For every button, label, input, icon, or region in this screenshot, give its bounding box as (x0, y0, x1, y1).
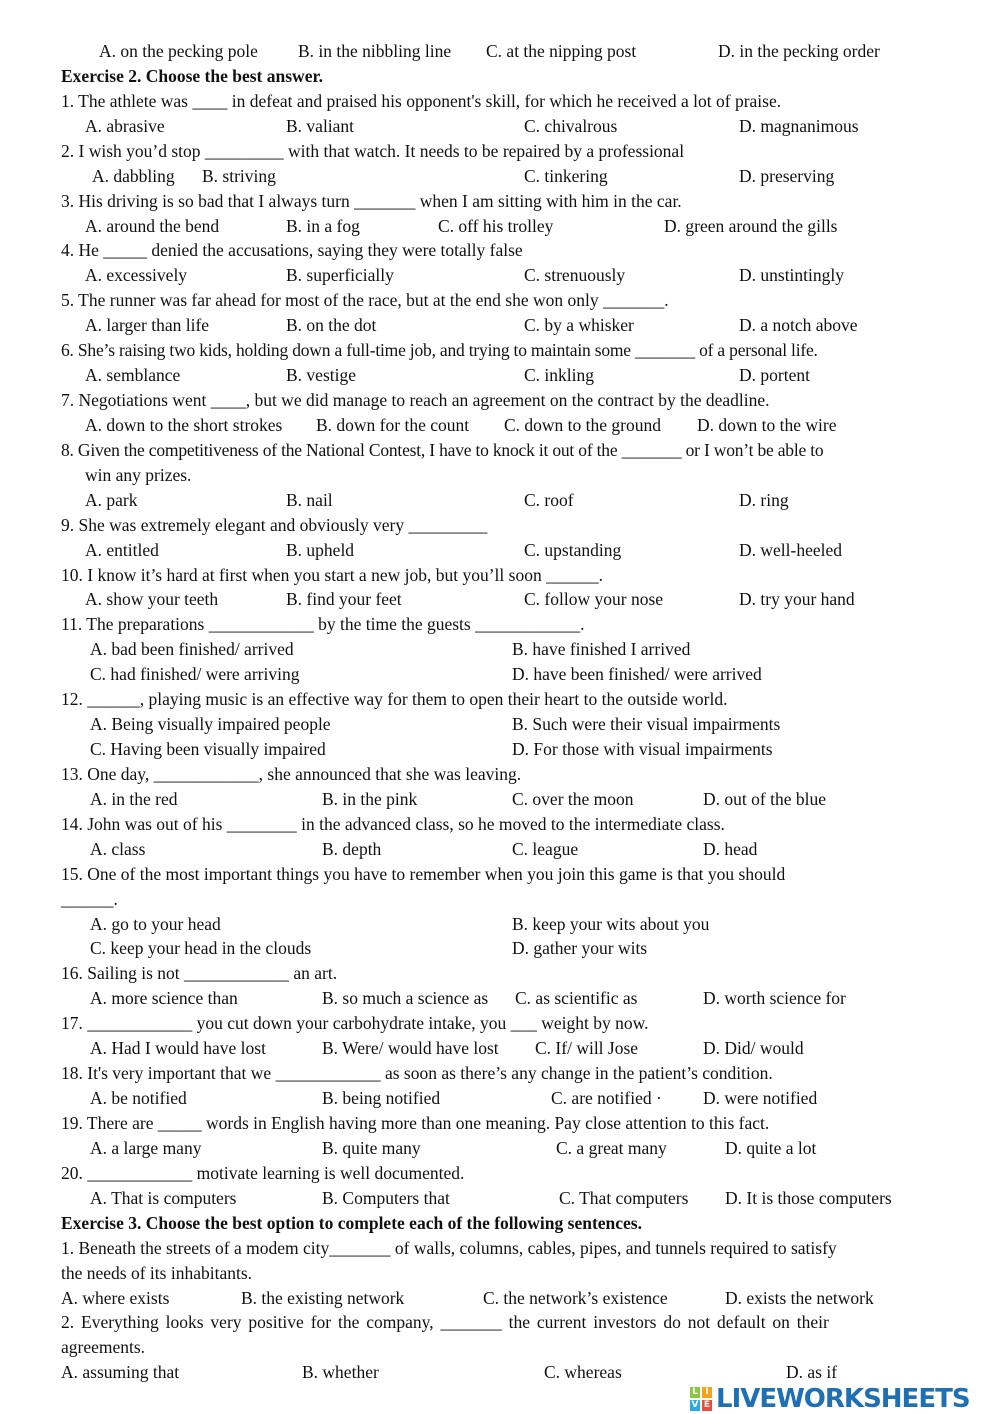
option[interactable]: C. a great many (556, 1137, 667, 1158)
option[interactable]: D. exists the network (725, 1287, 874, 1308)
question-17-options (0, 1036, 1000, 1060)
question-13 (0, 762, 1000, 786)
question-15-options (0, 936, 1000, 960)
section-heading: Exercise 2. Choose the best answer. (61, 65, 323, 86)
option[interactable]: C. Having been visually impaired (90, 739, 326, 760)
option[interactable]: A. around the bend (85, 215, 220, 236)
option[interactable]: C. roof (524, 489, 574, 510)
option[interactable]: A. abrasive (85, 115, 165, 136)
option[interactable]: B. in the pink (322, 788, 418, 809)
question-text: 15. One of the most important things you have to remember when you join this game is that you should (61, 863, 786, 884)
option[interactable]: B. vestige (286, 365, 356, 386)
option[interactable]: A. in the red (90, 788, 178, 809)
option[interactable]: C. keep your head in the clouds (90, 938, 312, 959)
option[interactable]: D. magnanimous (739, 115, 859, 136)
option[interactable]: A. entitled (85, 539, 159, 560)
liveworksheets-logo (690, 1386, 970, 1412)
question-10-options (0, 587, 1000, 611)
option[interactable]: A. where exists (61, 1287, 170, 1308)
option[interactable]: D. out of the blue (703, 788, 826, 809)
option[interactable]: C. the network’s existence (483, 1287, 668, 1308)
question-text: 1. The athlete was ____ in defeat and praised his opponent's skill, for which he received a lot of praise. (61, 90, 782, 111)
option[interactable]: C. follow your nose (524, 589, 664, 610)
logo-letter: E (703, 1400, 711, 1410)
option[interactable]: D. a notch above (739, 315, 858, 336)
option[interactable]: D. Did/ would (703, 1038, 804, 1059)
question-7 (0, 388, 1000, 412)
option[interactable]: C. by a whisker (524, 315, 634, 336)
question-14 (0, 812, 1000, 836)
ex3-question-1-cont (0, 1261, 1000, 1285)
option[interactable]: D. gather your wits (512, 938, 648, 959)
option[interactable]: D. well-heeled (739, 539, 843, 560)
option[interactable]: B. have finished I arrived (512, 639, 691, 660)
option[interactable]: A. on the pecking pole (99, 41, 258, 61)
option[interactable]: A. be notified (90, 1088, 187, 1109)
option[interactable]: C. inkling (524, 365, 595, 386)
exercise-2-title (0, 64, 1000, 88)
question-7-options (0, 413, 1000, 437)
option[interactable]: B. Were/ would have lost (322, 1038, 499, 1059)
option[interactable]: B. striving (202, 165, 276, 186)
option[interactable]: C. chivalrous (524, 115, 618, 136)
question-18-options (0, 1086, 1000, 1110)
question-text: 13. One day, ____________, she announced that she was leaving. (61, 763, 522, 784)
question-19 (0, 1111, 1000, 1135)
question-12 (0, 687, 1000, 711)
option[interactable]: D. It is those computers (725, 1187, 892, 1208)
question-text: 17. ____________ you cut down your carbohydrate intake, you ___ weight by now. (61, 1013, 649, 1034)
question-2 (0, 139, 1000, 163)
question-20-options (0, 1186, 1000, 1210)
option[interactable]: A. more science than (90, 988, 238, 1009)
option[interactable]: D. portent (739, 365, 810, 386)
question-text: 3. His driving is so bad that I always turn _______ when I am sitting with him in the car. (61, 190, 682, 211)
option[interactable]: B. whether (302, 1362, 379, 1383)
option[interactable]: D. quite a lot (725, 1137, 817, 1158)
prev-question-options (0, 39, 1000, 63)
option[interactable]: D. green around the gills (664, 215, 838, 236)
logo-text: LIVEWORKSHEETS (716, 1384, 970, 1414)
option[interactable]: C. tinkering (524, 165, 608, 186)
question-6-options (0, 363, 1000, 387)
question-text: 18. It's very important that we ____________ as soon as there’s any change in the patient’s condition. (61, 1063, 773, 1084)
question-text: 6. She’s raising two kids, holding down a full-time job, and trying to maintain some _______ of a personal life. (61, 340, 818, 361)
ex3-question-2-options (0, 1360, 1000, 1384)
option[interactable]: A. That is computers (90, 1187, 237, 1208)
question-text: 4. He _____ denied the accusations, saying they were totally false (61, 240, 523, 261)
logo-letter: L (690, 1387, 700, 1398)
option[interactable]: D. ring (739, 489, 789, 510)
option[interactable]: C. off his trolley (438, 215, 554, 236)
option[interactable]: C. league (512, 838, 579, 859)
option[interactable]: A. down to the short strokes (85, 414, 283, 435)
question-text: 19. There are _____ words in English having more than one meaning. Pay close attention to this fact. (61, 1112, 770, 1133)
logo-mark-icon (690, 1387, 712, 1411)
question-15-options (0, 912, 1000, 936)
question-text: 10. I know it’s hard at first when you start a new job, but you’ll soon ______. (61, 564, 603, 585)
option[interactable]: B. upheld (286, 539, 355, 560)
question-8-cont (0, 463, 1000, 487)
option[interactable]: D. as if (786, 1362, 838, 1383)
option[interactable]: B. on the dot (286, 315, 377, 336)
option[interactable]: C. If/ will Jose (535, 1038, 639, 1059)
question-5 (0, 288, 1000, 312)
logo-letter: V (691, 1400, 699, 1410)
option[interactable]: D. head (703, 838, 758, 859)
option[interactable]: C. at the nipping post (486, 41, 637, 61)
question-text: 12. ______, playing music is an effective way for them to open their heart to the outside world. (61, 689, 728, 710)
option[interactable]: B. in a fog (286, 215, 360, 236)
option[interactable]: A. Had I would have lost (90, 1038, 266, 1059)
option[interactable]: D. worth science for (703, 988, 846, 1009)
option[interactable]: B. being notified (322, 1088, 441, 1109)
option[interactable]: C. are notified · (551, 1088, 662, 1109)
question-8 (0, 438, 1000, 462)
option[interactable]: D. in the pecking order (718, 41, 880, 61)
option[interactable]: A. larger than life (85, 315, 210, 336)
question-4 (0, 238, 1000, 262)
option[interactable]: A. Being visually impaired people (90, 714, 331, 735)
question-11 (0, 612, 1000, 636)
option[interactable]: B. down for the count (316, 414, 470, 435)
question-text: 7. Negotiations went ____, but we did manage to reach an agreement on the contract by the deadline. (61, 390, 770, 411)
ex3-question-1 (0, 1236, 1000, 1260)
question-text: 11. The preparations ____________ by the time the guests ____________. (61, 614, 585, 635)
question-15-cont (0, 887, 1000, 911)
option[interactable]: A. dabbling (92, 165, 175, 186)
question-6 (0, 338, 1000, 362)
question-1-options (0, 114, 1000, 138)
option[interactable]: A. class (90, 838, 146, 859)
option[interactable]: C. as scientific as (515, 988, 638, 1009)
option[interactable]: D. try your hand (739, 589, 855, 610)
question-1 (0, 89, 1000, 113)
option[interactable]: C. whereas (544, 1362, 622, 1383)
question-text: agreements. (61, 1337, 146, 1358)
option[interactable]: B. superficially (286, 265, 394, 286)
option[interactable]: B. find your feet (286, 589, 402, 610)
question-4-options (0, 263, 1000, 287)
question-text: 16. Sailing is not ____________ an art. (61, 963, 338, 984)
question-8-options (0, 488, 1000, 512)
option[interactable]: B. valiant (286, 115, 355, 136)
question-9 (0, 513, 1000, 537)
question-12-options (0, 737, 1000, 761)
option[interactable]: C. strenuously (524, 265, 626, 286)
question-14-options (0, 837, 1000, 861)
option[interactable]: C. had finished/ were arriving (90, 664, 300, 685)
question-11-options (0, 662, 1000, 686)
question-5-options (0, 313, 1000, 337)
question-3-options (0, 214, 1000, 238)
option[interactable]: C. over the moon (512, 788, 634, 809)
option[interactable]: D. have been finished/ were arrived (512, 664, 762, 685)
question-19-options (0, 1136, 1000, 1160)
question-17 (0, 1011, 1000, 1035)
question-16 (0, 961, 1000, 985)
question-text: win any prizes. (85, 464, 192, 485)
question-2-options (0, 164, 1000, 188)
option[interactable]: A. show your teeth (85, 589, 219, 610)
question-16-options (0, 986, 1000, 1010)
option[interactable]: A. bad been finished/ arrived (90, 639, 294, 660)
exercise-3-title (0, 1211, 1000, 1235)
option[interactable]: D. preserving (739, 165, 835, 186)
question-text: ______. (61, 888, 118, 909)
question-11-options (0, 637, 1000, 661)
question-text: the needs of its inhabitants. (61, 1262, 253, 1283)
option[interactable]: C. That computers (559, 1187, 689, 1208)
option[interactable]: A. park (85, 489, 138, 510)
option[interactable]: B. in the nibbling line (298, 41, 452, 61)
question-20 (0, 1161, 1000, 1185)
question-text: 14. John was out of his ________ in the advanced class, so he moved to the intermediate class. (61, 813, 725, 834)
option[interactable]: A. semblance (85, 365, 181, 386)
logo-letter: I (702, 1387, 712, 1398)
option[interactable]: D. down to the wire (697, 414, 837, 435)
question-text: 8. Given the competitiveness of the National Contest, I have to knock it out of the _______ or I won’t be able to (61, 439, 824, 460)
option[interactable]: D. unstintingly (739, 265, 845, 286)
question-9-options (0, 538, 1000, 562)
option[interactable]: B. quite many (322, 1137, 421, 1158)
option[interactable]: B. Computers that (322, 1187, 450, 1208)
question-text: 2. Everything looks very positive for the company, _______ the current investors do not default on their (61, 1312, 829, 1333)
option[interactable]: A. excessively (85, 265, 188, 286)
question-text: 20. ____________ motivate learning is well documented. (61, 1162, 465, 1183)
option[interactable]: D. For those with visual impairments (512, 739, 773, 760)
option[interactable]: B. nail (286, 489, 333, 510)
question-text: 1. Beneath the streets of a modem city_______ of walls, columns, cables, pipes, and tunnels required to satisfy (61, 1237, 837, 1258)
option[interactable]: C. down to the ground (504, 414, 662, 435)
question-text: 2. I wish you’d stop _________ with that watch. It needs to be repaired by a professional (61, 140, 685, 161)
question-18 (0, 1061, 1000, 1085)
option[interactable]: A. a large many (90, 1137, 202, 1158)
option[interactable]: B. keep your wits about you (512, 913, 710, 934)
question-12-options (0, 712, 1000, 736)
option[interactable]: A. go to your head (90, 913, 221, 934)
option[interactable]: B. Such were their visual impairments (512, 714, 781, 735)
question-10 (0, 563, 1000, 587)
question-text: 9. She was extremely elegant and obviously very _________ (61, 514, 488, 535)
ex3-question-2 (0, 1310, 1000, 1334)
option[interactable]: D. were notified (703, 1088, 818, 1109)
option[interactable]: B. depth (322, 838, 382, 859)
section-heading: Exercise 3. Choose the best option to complete each of the following sentences. (61, 1212, 642, 1233)
option[interactable]: B. so much a science as (322, 988, 489, 1009)
ex3-question-2-cont (0, 1335, 1000, 1359)
ex3-question-1-options (0, 1286, 1000, 1310)
option[interactable]: A. assuming that (61, 1362, 180, 1383)
question-text: 5. The runner was far ahead for most of the race, but at the end she won only _______. (61, 290, 669, 311)
option[interactable]: B. the existing network (241, 1287, 405, 1308)
question-15 (0, 862, 1000, 886)
option[interactable]: C. upstanding (524, 539, 622, 560)
question-3 (0, 189, 1000, 213)
question-13-options (0, 787, 1000, 811)
